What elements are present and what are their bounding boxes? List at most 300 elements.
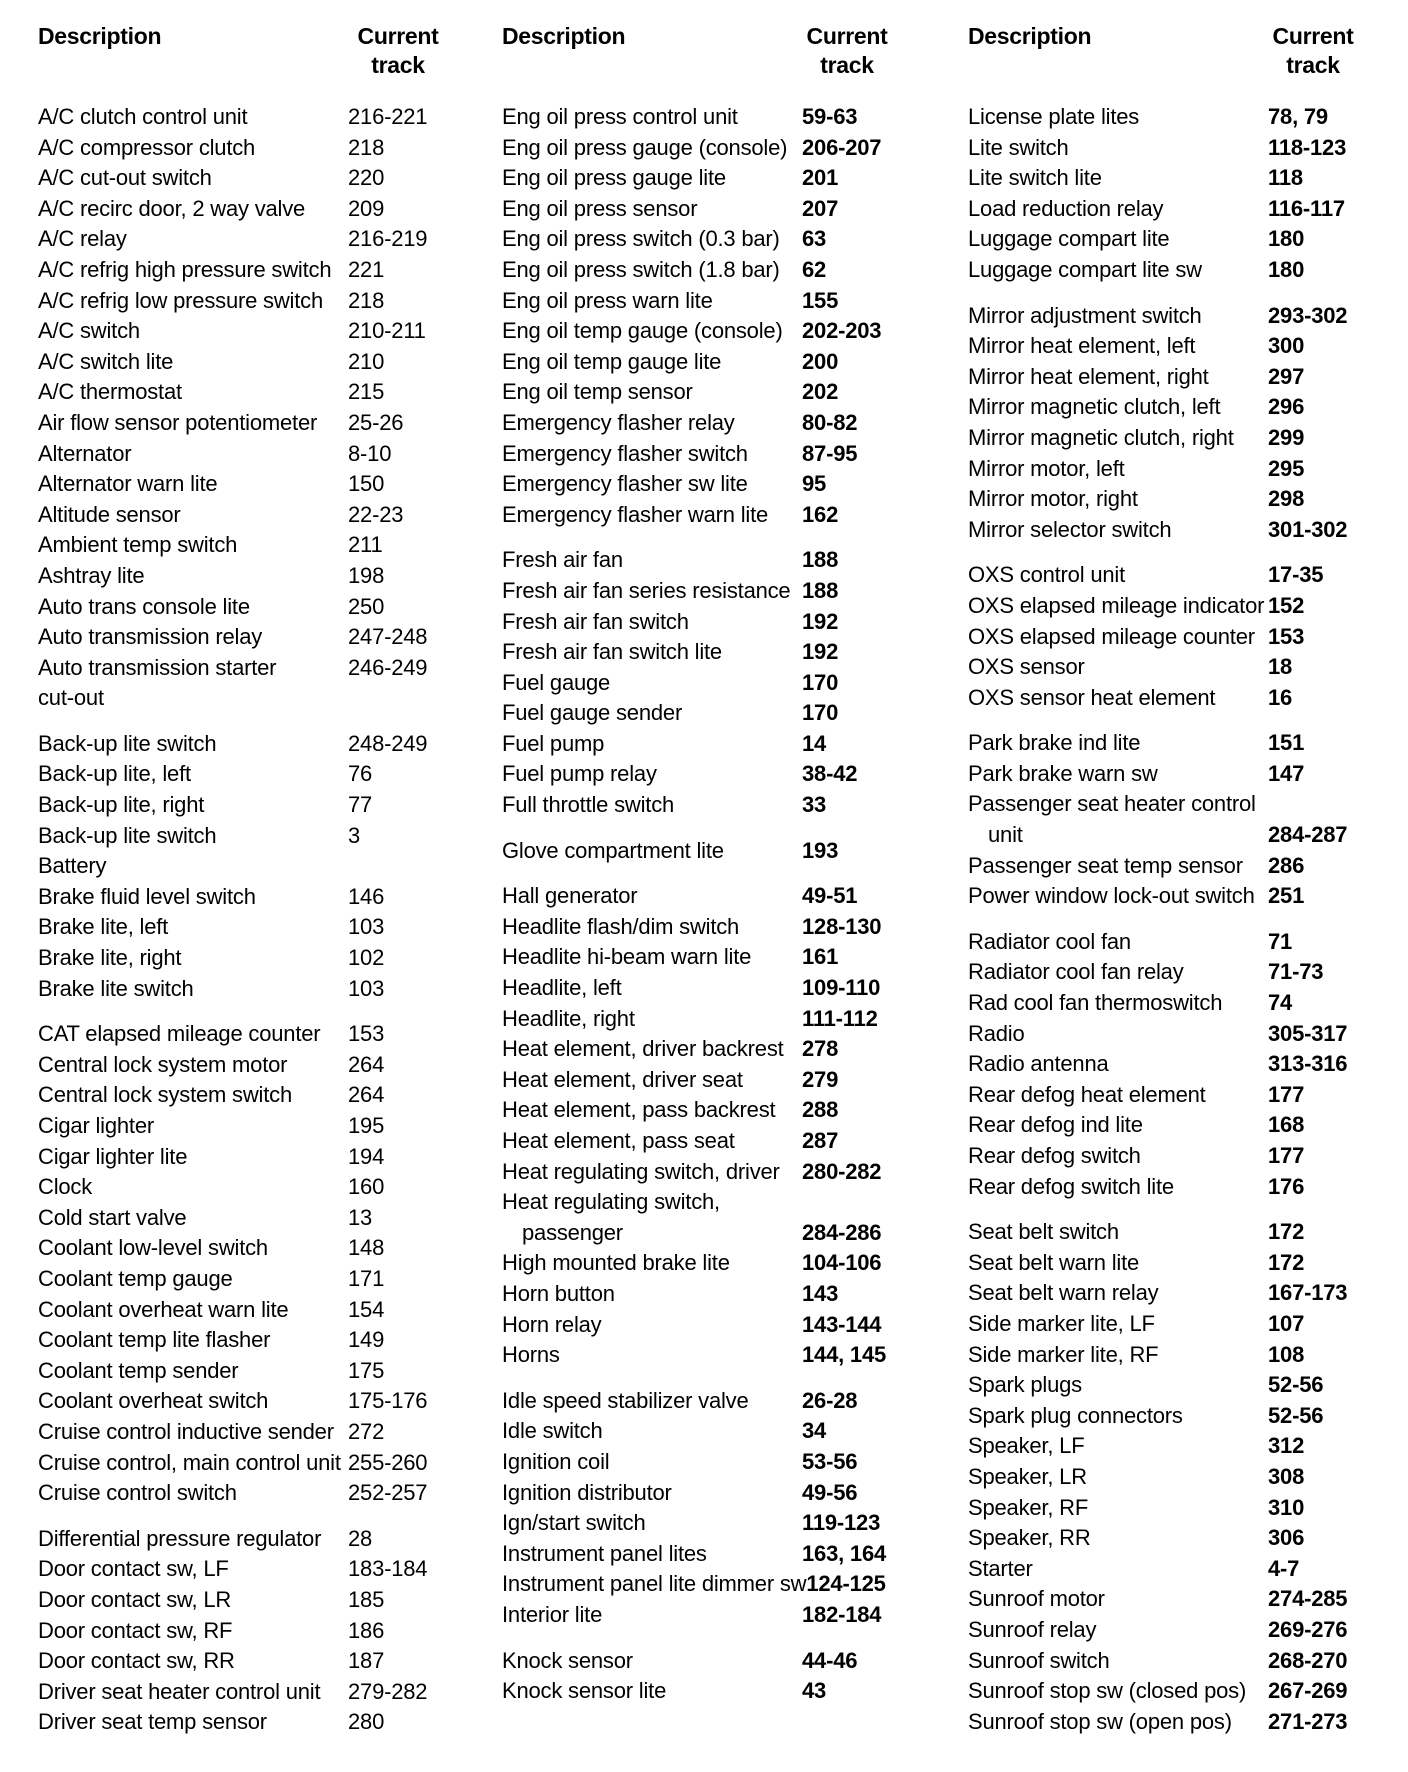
current-track-value: 163, 164 [802, 1540, 887, 1566]
current-track-value: 280-282 [802, 1158, 882, 1184]
component-description: Headlite, left [502, 975, 622, 1001]
current-track-value: 116-117 [1268, 195, 1345, 221]
index-row [502, 255, 922, 286]
current-track-value: 146 [348, 883, 385, 909]
index-row [502, 1416, 922, 1447]
component-description: A/C switch [38, 318, 140, 344]
index-row [502, 194, 922, 225]
current-track-value: 151 [1268, 730, 1305, 756]
component-description: Ignition coil [502, 1448, 610, 1474]
index-row [38, 1325, 468, 1356]
index-row [502, 347, 922, 378]
current-track-value: 300 [1268, 333, 1305, 359]
index-row [502, 1310, 922, 1341]
component-description: Coolant temp lite flasher [38, 1327, 271, 1353]
current-track-value: 150 [348, 471, 385, 497]
component-description: Passenger seat temp sensor [968, 852, 1243, 878]
index-row [38, 759, 468, 790]
index-row [968, 301, 1388, 332]
component-description: Ign/start switch [502, 1510, 646, 1536]
component-description: Coolant overheat switch [38, 1388, 269, 1414]
index-row [968, 1431, 1388, 1462]
current-track-value: 44-46 [802, 1647, 858, 1673]
description-heading: Description [502, 23, 626, 49]
index-row [38, 653, 468, 684]
current-track-value: 247-248 [348, 624, 428, 650]
component-description: Rear defog ind lite [968, 1112, 1143, 1138]
index-row [38, 102, 468, 133]
index-row [502, 836, 922, 867]
component-description: Spark plug connectors [968, 1402, 1183, 1428]
component-description: A/C clutch control unit [38, 104, 248, 129]
current-track-value: 170 [802, 700, 839, 726]
component-description: Fuel pump relay [502, 761, 657, 787]
component-description: Side marker lite, LF [968, 1310, 1155, 1336]
current-track-value: 209 [348, 195, 385, 221]
index-row [968, 927, 1388, 958]
current-track-value: 188 [802, 547, 839, 573]
current-track-value: 250 [348, 593, 385, 619]
component-description: Knock sensor [502, 1647, 633, 1673]
index-row [968, 881, 1388, 912]
index-row [502, 1676, 922, 1707]
index-row [38, 1295, 468, 1326]
component-description: Starter [968, 1555, 1033, 1581]
index-row [38, 1524, 468, 1555]
current-track-value: 104-106 [802, 1250, 882, 1276]
current-track-value: 16 [1268, 684, 1293, 710]
current-track-value: 147 [1268, 760, 1305, 786]
current-track-value: 172 [1268, 1219, 1305, 1245]
component-description: Driver seat heater control unit [38, 1678, 321, 1704]
current-track-value: 288 [802, 1097, 839, 1123]
component-description: Mirror heat element, left [968, 333, 1196, 359]
index-row [38, 790, 468, 821]
index-row [502, 1447, 922, 1478]
current-track-value: 221 [348, 256, 385, 282]
current-track-value: 268-270 [1268, 1647, 1348, 1673]
current-track-value: 144, 145 [802, 1342, 887, 1368]
current-track-value: 108 [1268, 1341, 1305, 1367]
index-column-1 [38, 22, 468, 1753]
index-row [502, 500, 922, 531]
current-track-value: 188 [802, 577, 839, 603]
index-row [502, 881, 922, 912]
current-track-value: 183-184 [348, 1556, 428, 1582]
current-track-value: 193 [802, 837, 839, 863]
current-track-value: 218 [348, 134, 385, 160]
component-description: Side marker lite, RF [968, 1341, 1159, 1367]
index-row [38, 1111, 468, 1142]
index-row [968, 1217, 1388, 1248]
current-track-value: 284-287 [1268, 822, 1348, 848]
component-description: Emergency flasher sw lite [502, 471, 748, 497]
index-row [502, 1248, 922, 1279]
index-row [38, 1233, 468, 1264]
current-track-value: 299 [1268, 424, 1305, 450]
component-description: Rear defog switch [968, 1143, 1141, 1168]
current-track-value: 118 [1268, 165, 1303, 191]
current-track-value: 13 [348, 1204, 373, 1230]
current-track-value: 201 [802, 165, 839, 191]
index-row [38, 1585, 468, 1616]
index-row [38, 851, 468, 882]
component-description: Headlite hi-beam warn lite [502, 944, 752, 970]
component-description: Eng oil press control unit [502, 104, 738, 129]
current-track-value: 280 [348, 1709, 385, 1735]
index-row [38, 224, 468, 255]
component-description: Coolant temp gauge [38, 1265, 233, 1291]
index-row [502, 1539, 922, 1570]
index-row [968, 1584, 1388, 1615]
current-track-value: 246-249 [348, 654, 428, 680]
component-description: Passenger seat heater control [968, 791, 1256, 817]
current-track-value: 278 [802, 1036, 839, 1062]
index-row [502, 469, 922, 500]
component-description: Altitude sensor [38, 501, 181, 527]
current-track-value: 305-317 [1268, 1020, 1348, 1046]
component-description: Brake lite, right [38, 945, 182, 971]
component-description: Instrument panel lites [502, 1540, 707, 1566]
component-description: OXS control unit [968, 562, 1125, 588]
component-description: Speaker, LR [968, 1463, 1087, 1489]
index-row [502, 1065, 922, 1096]
index-row [502, 576, 922, 607]
index-row [502, 912, 922, 943]
current-track-value: 287 [802, 1128, 839, 1153]
index-row [968, 1676, 1388, 1707]
component-description: A/C refrig low pressure switch [38, 287, 323, 313]
component-description: Heat regulating switch, [502, 1189, 720, 1215]
track-heading-line-1: Current [806, 23, 888, 49]
current-track-value: 194 [348, 1143, 385, 1169]
index-row [38, 1050, 468, 1081]
current-track-value: 118-123 [1268, 134, 1347, 160]
current-track-value: 180 [1268, 256, 1305, 282]
index-row [502, 224, 922, 255]
index-row [502, 1157, 922, 1188]
current-track-value: 43 [802, 1678, 827, 1704]
letter-group [38, 729, 468, 1004]
index-row [968, 423, 1388, 454]
component-description: Brake lite switch [38, 975, 194, 1001]
component-description: Mirror adjustment switch [968, 302, 1202, 328]
index-row [502, 668, 922, 699]
current-track-value: 8-10 [348, 440, 392, 466]
current-track-value: 28 [348, 1525, 373, 1551]
track-heading-line-2: track [1286, 52, 1340, 78]
component-description: Door contact sw, RF [38, 1617, 233, 1643]
index-row [968, 1172, 1388, 1203]
current-track-value: 218 [348, 287, 385, 313]
current-track-value: 177 [1268, 1143, 1305, 1168]
current-track-value: 111-112 [802, 1005, 878, 1031]
index-row [38, 530, 468, 561]
index-row [968, 1049, 1388, 1080]
component-description: Eng oil press switch (0.3 bar) [502, 226, 780, 252]
index-row [38, 194, 468, 225]
component-description: Emergency flasher warn lite [502, 501, 769, 527]
component-description: Instrument panel lite dimmer sw [502, 1571, 807, 1597]
current-track-value: 153 [1268, 623, 1305, 649]
component-description: OXS elapsed mileage counter [968, 623, 1255, 649]
component-description: A/C switch lite [38, 348, 174, 374]
index-row [502, 408, 922, 439]
current-track-value: 180 [1268, 226, 1305, 252]
current-track-value: 3 [348, 822, 361, 848]
index-row [968, 102, 1388, 133]
component-description: Door contact sw, LR [38, 1586, 232, 1612]
component-description: Ashtray lite [38, 562, 145, 588]
index-row [502, 1478, 922, 1509]
current-track-value: 78, 79 [1268, 104, 1328, 129]
component-description: Mirror magnetic clutch, left [968, 394, 1221, 420]
component-description: Fuel gauge sender [502, 700, 683, 726]
component-description: A/C recirc door, 2 way valve [38, 195, 306, 221]
current-track-value: 124-125 [806, 1571, 886, 1597]
index-row [38, 1707, 468, 1738]
index-row [968, 957, 1388, 988]
current-track-value: 171 [348, 1265, 385, 1291]
component-description: Brake lite, left [38, 914, 169, 940]
component-description: Heat element, driver seat [502, 1066, 743, 1092]
component-description: Mirror magnetic clutch, right [968, 424, 1234, 450]
component-description: Lite switch lite [968, 165, 1102, 191]
current-track-value: 186 [348, 1617, 385, 1643]
index-column-3 [968, 22, 1388, 1752]
component-description: Horns [502, 1342, 560, 1368]
component-description: Seat belt warn lite [968, 1249, 1140, 1275]
index-row [968, 1340, 1388, 1371]
index-row [968, 1462, 1388, 1493]
index-row [38, 1080, 468, 1111]
index-row [38, 500, 468, 531]
component-description: Fresh air fan switch [502, 608, 689, 634]
index-row [968, 1401, 1388, 1432]
current-track-value: 310 [1268, 1494, 1305, 1520]
index-row [38, 912, 468, 943]
letter-group [502, 881, 922, 1371]
letter-group [502, 102, 922, 530]
component-description: Sunroof stop sw (closed pos) [968, 1678, 1247, 1704]
index-column-2 [502, 22, 922, 1722]
index-row [968, 194, 1388, 225]
current-track-value: 149 [348, 1327, 385, 1353]
component-description: Back-up lite switch [38, 822, 217, 848]
component-description: Back-up lite switch [38, 730, 217, 756]
current-track-value: 264 [348, 1051, 385, 1077]
current-track-value: 49-51 [802, 883, 858, 909]
index-row [38, 1019, 468, 1050]
index-row [38, 592, 468, 623]
component-description: Sunroof stop sw (open pos) [968, 1708, 1232, 1734]
index-row [38, 133, 468, 164]
index-row [38, 1616, 468, 1647]
index-row [38, 469, 468, 500]
component-description: Differential pressure regulator [38, 1525, 322, 1551]
current-track-value: 76 [348, 761, 373, 787]
index-row [38, 1386, 468, 1417]
index-row [38, 439, 468, 470]
component-description: Knock sensor lite [502, 1678, 667, 1704]
component-description: Auto trans console lite [38, 593, 250, 619]
component-description: Sunroof motor [968, 1586, 1105, 1612]
current-track-value: 297 [1268, 363, 1305, 389]
component-description: Luggage compart lite sw [968, 256, 1202, 282]
current-track-value: 170 [802, 669, 839, 695]
current-track-value: 220 [348, 165, 385, 191]
index-row [38, 316, 468, 347]
index-row [502, 1279, 922, 1310]
component-description: Coolant low-level switch [38, 1235, 268, 1261]
index-row [968, 454, 1388, 485]
index-row [968, 1646, 1388, 1677]
component-description: Back-up lite, left [38, 761, 191, 787]
current-track-value: 264 [348, 1082, 385, 1108]
current-track-value: 286 [1268, 852, 1305, 878]
component-description: Mirror heat element, right [968, 363, 1209, 389]
current-track-value: 25-26 [348, 409, 404, 435]
component-description: Speaker, RF [968, 1494, 1089, 1520]
component-description: Park brake warn sw [968, 760, 1158, 786]
current-track-value: 269-276 [1268, 1616, 1348, 1642]
component-description: Eng oil temp gauge lite [502, 348, 722, 374]
current-track-value: 296 [1268, 394, 1305, 420]
index-row [38, 255, 468, 286]
column-header [502, 22, 922, 94]
current-track-value: 167-173 [1268, 1280, 1348, 1306]
current-track-value: 185 [348, 1586, 385, 1612]
index-row [38, 1172, 468, 1203]
track-heading-line-1: Current [357, 23, 439, 49]
index-row [968, 1523, 1388, 1554]
current-track-value: 216-221 [348, 104, 428, 129]
component-description: Auto transmission starter [38, 654, 277, 680]
current-track-value: 284-286 [802, 1219, 882, 1245]
component-description: Rear defog switch lite [968, 1173, 1174, 1199]
current-track-value: 308 [1268, 1463, 1305, 1489]
index-row [38, 347, 468, 378]
component-description: Idle speed stabilizer valve [502, 1387, 749, 1413]
component-description: Fuel pump [502, 730, 605, 756]
index-row [968, 392, 1388, 423]
current-track-value: 143 [802, 1280, 839, 1306]
column-header [968, 22, 1388, 94]
current-track-value: 192 [802, 639, 839, 665]
letter-group [502, 1386, 922, 1631]
current-track-value: 22-23 [348, 501, 404, 527]
current-track-heading [328, 22, 468, 94]
current-track-value: 306 [1268, 1525, 1305, 1551]
current-track-value: 87-95 [802, 440, 858, 466]
index-row [502, 1034, 922, 1065]
component-description: Door contact sw, LF [38, 1556, 229, 1582]
current-track-value: 103 [348, 975, 385, 1001]
index-row [968, 1615, 1388, 1646]
index-row [38, 1142, 468, 1173]
current-track-value: 202 [802, 379, 839, 405]
current-track-value: 312 [1268, 1433, 1305, 1459]
index-row [968, 331, 1388, 362]
current-track-value: 160 [348, 1174, 385, 1200]
current-track-value: 49-56 [802, 1479, 858, 1505]
letter-group [968, 927, 1388, 1202]
current-track-value: 103 [348, 914, 385, 940]
current-track-value: 53-56 [802, 1448, 858, 1474]
index-row [968, 1370, 1388, 1401]
index-row [968, 1019, 1388, 1050]
component-description: High mounted brake lite [502, 1250, 730, 1276]
index-row [968, 1707, 1388, 1738]
index-row [38, 1203, 468, 1234]
current-track-value: 34 [802, 1418, 827, 1444]
current-track-value: 182-184 [802, 1601, 882, 1627]
index-row [968, 652, 1388, 683]
index-row [968, 1493, 1388, 1524]
component-description: Ignition distributor [502, 1479, 672, 1505]
index-row [502, 1569, 922, 1600]
index-row [968, 591, 1388, 622]
component-description: Eng oil press switch (1.8 bar) [502, 256, 780, 282]
current-track-value: 187 [348, 1648, 385, 1674]
description-heading: Description [968, 23, 1092, 49]
component-description: Headlite flash/dim switch [502, 913, 740, 939]
index-row [38, 943, 468, 974]
current-track-value: 293-302 [1268, 302, 1348, 328]
current-track-value: 80-82 [802, 409, 858, 435]
index-row [502, 133, 922, 164]
component-description: Hall generator [502, 883, 638, 909]
component-description: Eng oil press gauge lite [502, 165, 726, 191]
component-description: Eng oil press sensor [502, 195, 698, 221]
letter-group [38, 1019, 468, 1509]
current-track-value: 59-63 [802, 104, 858, 129]
index-row [38, 1554, 468, 1585]
current-track-value: 33 [802, 792, 827, 818]
letter-group [38, 1524, 468, 1738]
component-description: Coolant temp sender [38, 1357, 239, 1383]
component-description: Full throttle switch [502, 792, 675, 818]
current-track-value: 161 [802, 944, 839, 970]
component-description: Door contact sw, RR [38, 1648, 235, 1674]
index-row [968, 255, 1388, 286]
component-description: Horn button [502, 1280, 615, 1306]
index-row [38, 1478, 468, 1509]
component-description: License plate lites [968, 104, 1140, 129]
track-heading-line-2: track [820, 52, 874, 78]
index-row [968, 515, 1388, 546]
component-description: Rad cool fan thermoswitch [968, 990, 1223, 1016]
current-track-value: 215 [348, 379, 385, 405]
index-row [968, 1309, 1388, 1340]
current-track-value [802, 1187, 922, 1218]
component-description: Eng oil press gauge (console) [502, 134, 788, 160]
index-row [502, 1126, 922, 1157]
component-description: Heat element, pass seat [502, 1128, 735, 1153]
component-description: Lite switch [968, 134, 1069, 160]
component-description: Cruise control, main control unit [38, 1449, 341, 1475]
track-heading-line-1: Current [1272, 23, 1354, 49]
current-track-value: 74 [1268, 990, 1293, 1016]
component-description: A/C thermostat [38, 379, 182, 405]
component-description: Speaker, RR [968, 1525, 1091, 1551]
current-track-value: 107 [1268, 1310, 1305, 1336]
current-track-value: 252-257 [348, 1480, 428, 1506]
index-row [38, 163, 468, 194]
index-entries [502, 102, 922, 1707]
index-row [968, 851, 1388, 882]
current-track-value: 210 [348, 348, 385, 374]
